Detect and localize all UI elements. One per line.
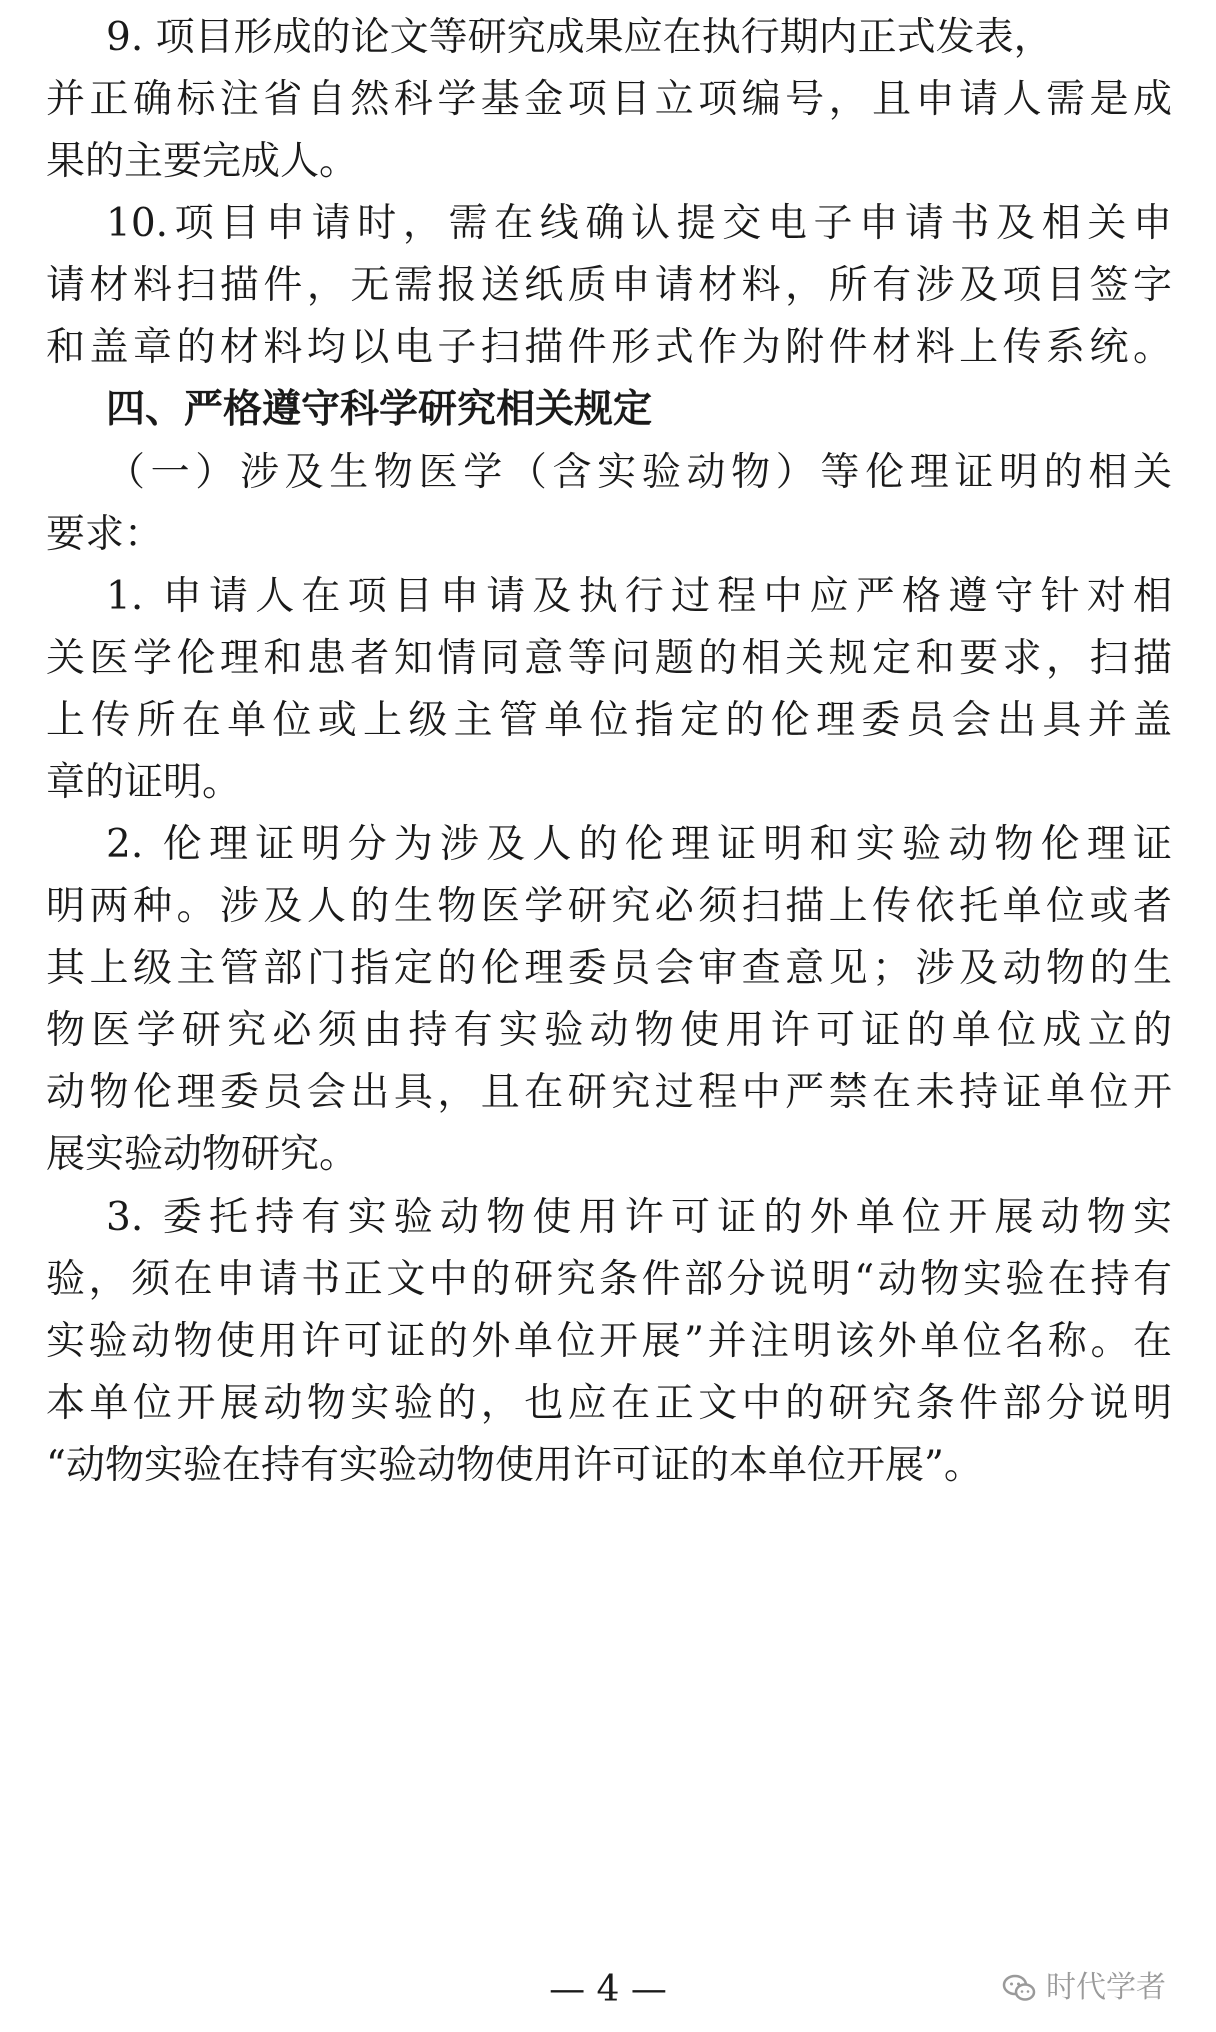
item-1-line-1: 1. 申请人在项目申请及执行过程中应严格遵守针对相 <box>106 574 1172 619</box>
item-2-line-3: 其上级主管部门指定的伦理委员会审查意见；涉及动物的生 <box>46 946 1172 991</box>
item-2-line-4: 物医学研究必须由持有实验动物使用许可证的单位成立的 <box>46 1008 1172 1053</box>
page-number: — 4 — <box>549 1969 667 2010</box>
paragraph-10-line-1: 10.项目申请时，需在线确认提交电子申请书及相关申 <box>106 201 1172 246</box>
section-heading-4: 四、严格遵守科学研究相关规定 <box>106 387 653 432</box>
subsection-1-line-2: 要求： <box>46 512 164 557</box>
item-2-line-1: 2. 伦理证明分为涉及人的伦理证明和实验动物伦理证 <box>106 822 1172 867</box>
wechat-icon <box>1000 1973 1038 2003</box>
item-3-line-1: 3. 委托持有实验动物使用许可证的外单位开展动物实 <box>106 1195 1172 1240</box>
watermark <box>1000 1968 1166 2008</box>
watermark-text: 时代学者 <box>1046 1970 1166 2005</box>
document-page <box>46 0 1172 2032</box>
item-1-line-4: 章的证明。 <box>46 760 242 805</box>
paragraph-10-line-2: 请材料扫描件，无需报送纸质申请材料，所有涉及项目签字 <box>46 263 1172 308</box>
item-1-line-3: 上传所在单位或上级主管单位指定的伦理委员会出具并盖 <box>46 698 1172 743</box>
item-3-line-2: 验，须在申请书正文中的研究条件部分说明“动物实验在持有 <box>46 1257 1172 1302</box>
item-3-line-5: “动物实验在持有实验动物使用许可证的本单位开展”。 <box>46 1443 983 1488</box>
paragraph-9-line-3: 果的主要完成人。 <box>46 139 359 184</box>
item-2-line-5: 动物伦理委员会出具，且在研究过程中严禁在未持证单位开 <box>46 1070 1172 1115</box>
paragraph-10-line-3: 和盖章的材料均以电子扫描件形式作为附件材料上传系统。 <box>46 325 1172 370</box>
item-2-line-6: 展实验动物研究。 <box>46 1132 359 1177</box>
item-3-line-4: 本单位开展动物实验的，也应在正文中的研究条件部分说明 <box>46 1381 1172 1426</box>
item-1-line-2: 关医学伦理和患者知情同意等问题的相关规定和要求，扫描 <box>46 636 1172 681</box>
paragraph-9-line-1: 9. 项目形成的论文等研究成果应在执行期内正式发表， <box>106 15 1053 60</box>
subsection-1-line-1: （一）涉及生物医学（含实验动物）等伦理证明的相关 <box>106 450 1172 495</box>
paragraph-9-line-2: 并正确标注省自然科学基金项目立项编号，且申请人需是成 <box>46 77 1172 122</box>
item-2-line-2: 明两种。涉及人的生物医学研究必须扫描上传依托单位或者 <box>46 884 1172 929</box>
item-3-line-3: 实验动物使用许可证的外单位开展”并注明该外单位名称。在 <box>46 1319 1172 1364</box>
